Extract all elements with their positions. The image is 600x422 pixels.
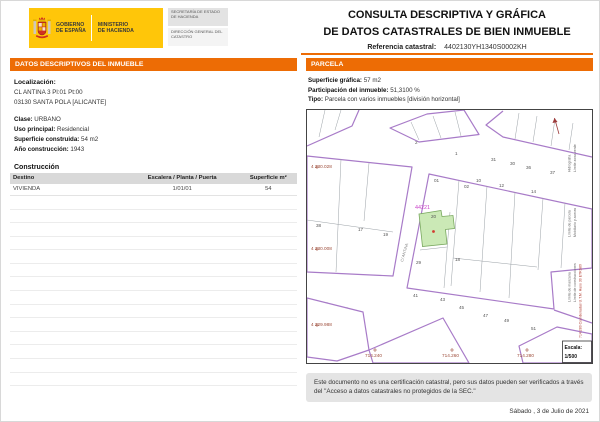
house-number-label: 19	[383, 231, 389, 237]
table-row	[10, 184, 297, 196]
house-number-label: 37	[550, 169, 556, 175]
field-label: Participación del inmueble:	[308, 86, 389, 94]
cadastral-map-svg	[307, 110, 592, 363]
property-fields	[14, 115, 297, 155]
table-cell: VIVIENDA	[13, 186, 41, 193]
house-number-label: 49	[504, 317, 510, 323]
legend-item: Límite de construcciones	[573, 263, 577, 302]
house-number-label: 29	[416, 259, 422, 265]
empty-table-row	[10, 345, 297, 359]
field-row	[14, 115, 297, 125]
house-number-label: 41	[413, 292, 419, 298]
secretaria-box	[168, 8, 228, 48]
empty-table-row	[10, 359, 297, 373]
parcel-point-marker	[432, 230, 435, 233]
government-header	[29, 8, 163, 48]
coordinate-system-note: 714.280 Coordenadas U.T.M. Huso 30 ETRS89	[578, 263, 583, 338]
empty-table-row	[10, 250, 297, 264]
house-number-label: 18	[455, 256, 461, 262]
scale-label: Escala:	[564, 344, 583, 351]
utm-x-coordinate: 714.280	[517, 352, 534, 358]
house-number-label: 30	[510, 160, 516, 166]
column-header: Destino	[13, 175, 35, 182]
utm-x-coordinate: 714.260	[442, 352, 459, 358]
field-value: Parcela con varios inmuebles [división horizontal]	[323, 96, 460, 104]
field-label: Clase:	[14, 116, 33, 124]
utm-y-coordinate: 4 230.028	[311, 163, 332, 169]
construccion-title: Construcción	[14, 163, 60, 171]
field-label: Tipo:	[308, 96, 324, 104]
block-boundaries	[307, 110, 592, 363]
parcel-id-label: 44221	[415, 204, 430, 211]
localizacion-label: Localización:	[14, 79, 56, 86]
construction-table	[10, 173, 297, 386]
field-row	[14, 135, 297, 145]
column-header: Superficie m²	[249, 175, 287, 182]
address-line1: CL ANTINA 3 Pl:01 Pt:00	[14, 89, 83, 96]
house-number-label: 01	[434, 177, 440, 183]
empty-table-row	[10, 264, 297, 278]
empty-table-row	[10, 332, 297, 346]
table-cell: 1/01/01	[172, 186, 192, 193]
table-cell: 54	[265, 186, 272, 193]
house-number-label: 02	[464, 183, 470, 189]
utm-y-coordinate: 4 229.988	[311, 321, 332, 327]
column-header: Escalera / Planta / Puerta	[147, 175, 217, 182]
legend-item: Límite zona verde	[573, 144, 577, 172]
house-number-label: 31	[491, 156, 497, 162]
field-value: Residencial	[55, 126, 89, 134]
parcel-panel	[306, 58, 593, 415]
empty-table-row	[10, 318, 297, 332]
field-label: Superficie construida:	[14, 136, 80, 144]
ministerio-label: MINISTERIO DE HACIENDA	[97, 21, 134, 34]
utm-y-coordinate: 4 230.008	[311, 245, 332, 251]
construction-table-body	[10, 184, 297, 386]
legend-item: Límite de parcela	[567, 209, 572, 237]
empty-table-row	[10, 305, 297, 319]
legend-item: Límite de manzana	[567, 272, 572, 302]
empty-table-row	[10, 237, 297, 251]
house-number-label: 1	[455, 150, 458, 156]
north-arrow-icon	[553, 118, 560, 134]
house-number-label: 17	[358, 226, 364, 232]
field-row	[14, 145, 297, 155]
legend-item: Hidrografía	[567, 154, 572, 172]
house-number-label: 20	[431, 213, 437, 219]
empty-table-row	[10, 223, 297, 237]
scale-value: 1/500	[564, 353, 578, 360]
house-number-label: 12	[499, 182, 505, 188]
street-name-label: C/ ANTINA	[399, 242, 410, 263]
gobierno-label: GOBIERNO DE ESPAÑA	[56, 21, 86, 34]
field-row	[308, 95, 593, 105]
utm-x-coordinate: 714.240	[365, 352, 382, 358]
house-number-label: 2	[415, 139, 418, 145]
house-number-label: 43	[440, 296, 446, 302]
disclaimer-note: Este documento no es una certificación catastral, pero sus datos pueden ser verificados a través del "Acceso a datos catastrales no protegidos de la SEC."	[306, 373, 592, 402]
title-line1: CONSULTA DESCRIPTIVA Y GRÁFICA	[347, 9, 546, 21]
address-line2: 03130 SANTA POLA [ALICANTE]	[14, 98, 107, 106]
house-number-label: 38	[316, 222, 322, 228]
house-number-label: 36	[526, 164, 532, 170]
legend-item: Mobiliario y aceras	[573, 207, 577, 237]
document-date: Sábado , 3 de Julio de 2021	[509, 407, 589, 415]
cadastral-reference	[301, 44, 593, 51]
direccion-label: DIRECCIÓN GENERAL DEL CATASTRO	[168, 28, 228, 46]
house-number-label: 47	[483, 312, 489, 318]
empty-table-row	[10, 291, 297, 305]
property-data-panel	[10, 58, 297, 386]
house-number-label: 51	[531, 325, 537, 331]
empty-table-row	[10, 196, 297, 210]
field-value: 54 m2	[79, 136, 99, 144]
section-header-inmueble: DATOS DESCRIPTIVOS DEL INMUEBLE	[10, 58, 297, 71]
empty-table-row	[10, 277, 297, 291]
house-number-label: 10	[476, 177, 482, 183]
spain-coat-of-arms-icon	[32, 13, 52, 43]
field-row	[14, 125, 297, 135]
title-line2: DE DATOS CATASTRALES DE BIEN INMUEBLE	[323, 25, 571, 38]
document-title	[301, 7, 593, 51]
empty-table-row	[10, 210, 297, 224]
parcel-fields	[308, 76, 593, 105]
field-row	[308, 76, 593, 86]
field-label: Uso principal:	[14, 126, 56, 134]
field-label: Superficie gráfica:	[308, 77, 362, 84]
field-label: Año construcción:	[14, 145, 69, 153]
field-value: 1943	[68, 145, 85, 153]
field-value: 51,3100 %	[388, 86, 420, 94]
house-number-label: 45	[459, 304, 465, 310]
field-row	[308, 86, 593, 96]
cadastral-map	[306, 109, 593, 364]
house-number-label: 14	[531, 188, 537, 194]
orange-rule	[301, 53, 593, 55]
reference-value: 4402130YH1340S0002KH	[444, 44, 527, 51]
section-header-parcela: PARCELA	[306, 58, 593, 71]
secretaria-label: SECRETARÍA DE ESTADO DE HACIENDA	[168, 8, 228, 26]
reference-label: Referencia catastral:	[367, 44, 437, 51]
empty-table-row	[10, 373, 297, 387]
field-value: URBANO	[32, 116, 61, 124]
construction-table-header	[10, 173, 297, 184]
field-value: 57 m2	[362, 77, 381, 84]
